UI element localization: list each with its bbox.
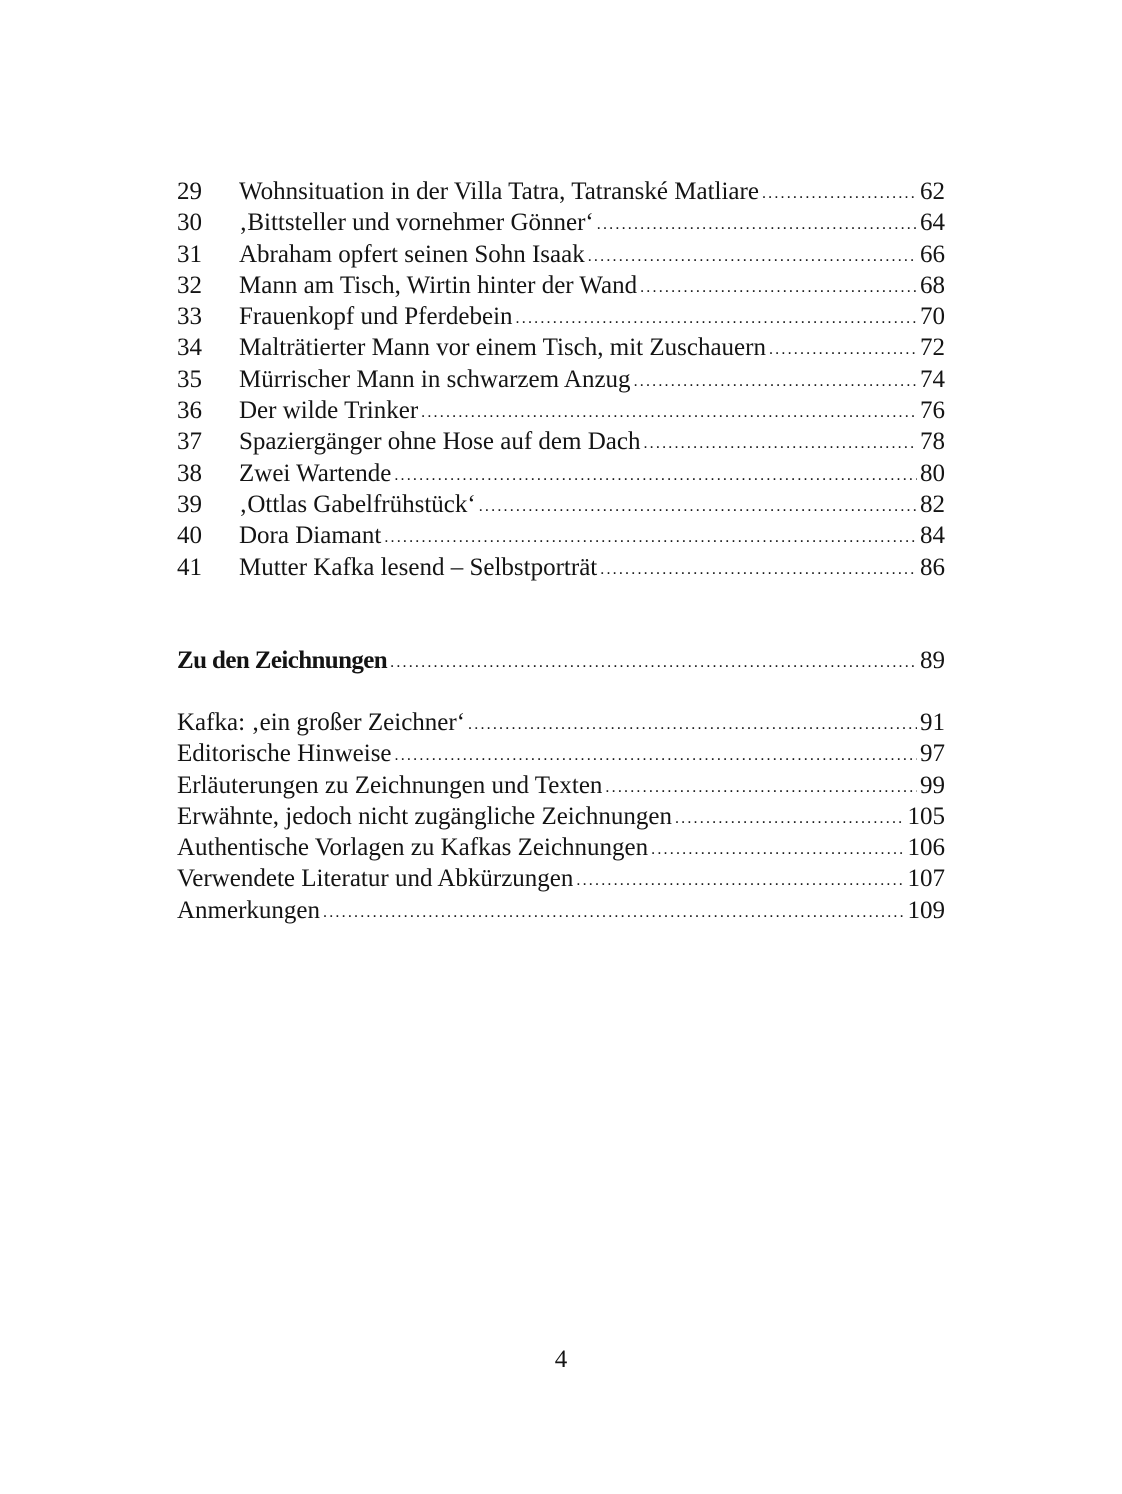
section-heading [177, 645, 945, 676]
figure-number: 35 [177, 365, 202, 393]
toc-entry [177, 270, 945, 301]
dot-leader [384, 519, 917, 553]
entry-title: ‚Bittsteller und vornehmer Gönner‘ [239, 209, 594, 237]
page-number: 70 [920, 303, 945, 331]
entry-title: Der wilde Trinker [239, 397, 419, 425]
dot-leader [479, 488, 917, 522]
entry-title: Abraham opfert seinen Sohn Isaak [239, 240, 585, 268]
dot-leader [421, 394, 917, 428]
toc-entry [177, 645, 945, 676]
dot-leader [394, 457, 917, 491]
toc-entry [177, 207, 945, 238]
figure-number: 32 [177, 271, 202, 299]
page-number: 109 [907, 896, 945, 924]
toc-entry [177, 707, 945, 738]
page-number: 80 [920, 459, 945, 487]
figure-number: 40 [177, 522, 202, 550]
dot-leader [576, 862, 904, 896]
figure-number: 31 [177, 240, 202, 268]
toc-entry [177, 832, 945, 863]
entry-title: Verwendete Literatur und Abkürzungen [177, 865, 574, 893]
page-number: 78 [920, 428, 945, 456]
entry-title: Editorische Hinweise [177, 740, 392, 768]
page-number: 82 [920, 490, 945, 518]
toc-entry [177, 332, 945, 363]
dot-leader [600, 551, 917, 585]
entry-title: Zwei Wartende [239, 459, 392, 487]
dot-leader [769, 331, 917, 365]
dot-leader [323, 894, 904, 928]
dot-leader [643, 425, 917, 459]
dot-leader [395, 737, 917, 771]
appendix-list [177, 707, 945, 926]
toc-entry [177, 520, 945, 551]
toc-entry [177, 426, 945, 457]
page-number: 68 [920, 271, 945, 299]
page-number: 105 [907, 802, 945, 830]
figure-number: 30 [177, 209, 202, 237]
entry-title: ‚Ottlas Gabelfrühstück‘ [239, 490, 476, 518]
figure-number: 34 [177, 334, 202, 362]
dot-leader [640, 269, 917, 303]
entry-title: Mann am Tisch, Wirtin hinter der Wand [239, 271, 638, 299]
toc-entry [177, 301, 945, 332]
section-title: Zu den Zeichnungen [177, 647, 388, 674]
figure-number: 37 [177, 428, 202, 456]
page-number: 89 [920, 647, 945, 674]
page-number: 97 [920, 740, 945, 768]
figure-number: 41 [177, 553, 202, 581]
dot-leader [390, 644, 917, 678]
toc-entry [177, 895, 945, 926]
toc-entry [177, 770, 945, 801]
toc-entry [177, 738, 945, 769]
figure-number: 29 [177, 178, 202, 205]
entry-title: Malträtierter Mann vor einem Tisch, mit Zuschauern [239, 334, 766, 362]
dot-leader [588, 238, 917, 272]
dot-leader [597, 206, 917, 240]
figure-number: 38 [177, 459, 202, 487]
dot-leader [675, 800, 905, 834]
page-number: 66 [920, 240, 945, 268]
page-number: 106 [907, 834, 945, 862]
entry-title: Dora Diamant [239, 522, 382, 550]
page-number: 107 [907, 865, 945, 893]
entry-title: Wohnsituation in der Villa Tatra, Tatranské Matliare [239, 178, 759, 205]
page-number: 84 [920, 522, 945, 550]
page-number: 99 [920, 771, 945, 799]
figure-list [177, 176, 945, 583]
page-number: 91 [920, 709, 945, 736]
page-number: 64 [920, 209, 945, 237]
dot-leader [516, 300, 917, 334]
entry-title: Frauenkopf und Pferdebein [239, 303, 513, 331]
page-number: 74 [920, 365, 945, 393]
entry-title: Authentische Vorlagen zu Kafkas Zeichnungen [177, 834, 649, 862]
toc-entry [177, 801, 945, 832]
toc-entry [177, 176, 945, 207]
dot-leader [468, 706, 917, 740]
page-number: 72 [920, 334, 945, 362]
entry-title: Erwähnte, jedoch nicht zugängliche Zeichnungen [177, 802, 672, 830]
dot-leader [634, 363, 917, 397]
toc-entry [177, 489, 945, 520]
toc-entry [177, 863, 945, 894]
toc-entry [177, 458, 945, 489]
dot-leader [651, 831, 904, 865]
entry-title: Erläuterungen zu Zeichnungen und Texten [177, 771, 603, 799]
page-number: 62 [920, 178, 945, 205]
figure-number: 36 [177, 397, 202, 425]
page-number: 76 [920, 397, 945, 425]
page-number: 86 [920, 553, 945, 581]
dot-leader [605, 769, 917, 803]
entry-title: Kafka: ‚ein großer Zeichner‘ [177, 709, 466, 736]
entry-title: Mürrischer Mann in schwarzem Anzug [239, 365, 631, 393]
toc-entry [177, 364, 945, 395]
entry-title: Spaziergänger ohne Hose auf dem Dach [239, 428, 641, 456]
toc-entry [177, 239, 945, 270]
dot-leader [762, 175, 917, 209]
toc-entry [177, 395, 945, 426]
entry-title: Mutter Kafka lesend – Selbstporträt [239, 553, 598, 581]
entry-title: Anmerkungen [177, 896, 321, 924]
toc-entry [177, 552, 945, 583]
page-folio: 4 [554, 1346, 568, 1373]
figure-number: 39 [177, 490, 202, 518]
figure-number: 33 [177, 303, 202, 331]
